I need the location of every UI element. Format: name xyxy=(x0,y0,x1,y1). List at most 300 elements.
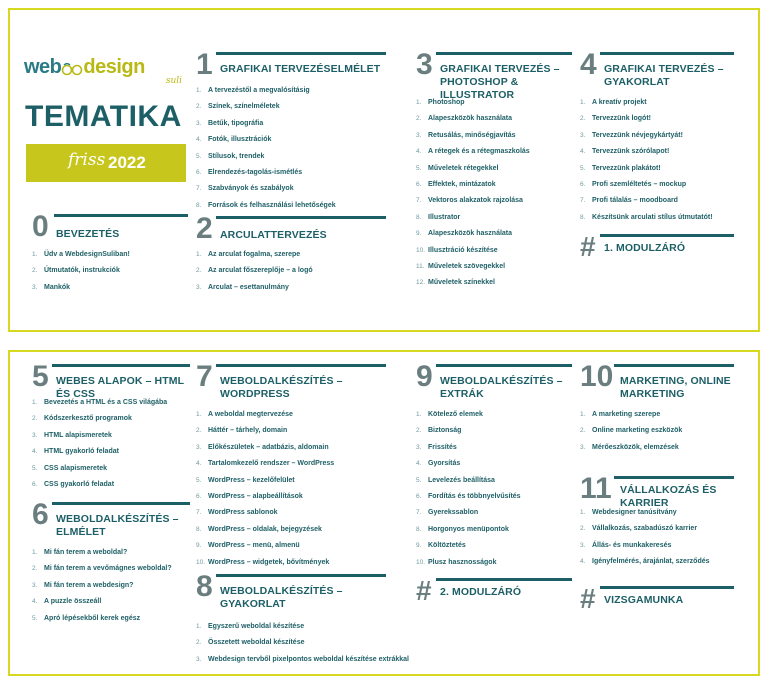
list-item-number: 3. xyxy=(196,655,202,663)
list-item-number: 10. xyxy=(416,246,426,254)
list-item-label: Műveletek szövegekkel xyxy=(428,262,506,270)
list-item xyxy=(32,398,167,414)
list-item-label: Fotók, illusztrációk xyxy=(208,136,272,144)
list-item-number: 2. xyxy=(416,427,422,435)
list-item-number: 4. xyxy=(580,148,586,156)
list-item xyxy=(416,180,530,196)
list-item-number: 9. xyxy=(416,542,422,550)
list-item-label: A marketing szerepe xyxy=(592,411,661,418)
list-item xyxy=(196,622,409,638)
list-item xyxy=(580,426,682,442)
list-item-number: 1. xyxy=(196,411,202,418)
list-item-label: Effektek, mintázatok xyxy=(428,180,496,188)
section-divider xyxy=(436,364,572,367)
list-item xyxy=(416,196,530,212)
section-divider xyxy=(216,52,386,55)
list-item xyxy=(580,180,713,196)
section-divider xyxy=(436,52,572,55)
list-item-label: Elrendezés-tagolás-ismétlés xyxy=(208,168,303,176)
list-item-number: 4. xyxy=(580,558,586,566)
list-item xyxy=(32,614,172,630)
section-items xyxy=(580,410,682,459)
section-title: VÁLLALKOZÁS ÉS KARRIER xyxy=(620,484,717,509)
list-item-label: Gyorsítás xyxy=(428,460,461,468)
list-item xyxy=(580,196,713,212)
section-items xyxy=(196,622,409,671)
list-item xyxy=(196,168,336,184)
section-divider xyxy=(216,364,386,367)
section-divider xyxy=(614,476,734,479)
section-divider xyxy=(600,586,734,589)
list-item-number: 5. xyxy=(416,164,422,172)
list-item-label: Arculat – esettanulmány xyxy=(208,283,289,291)
page-title: TEMATIKA xyxy=(25,100,182,133)
list-item xyxy=(196,102,336,118)
section-1 xyxy=(196,48,386,209)
list-item-label: A weboldal megtervezése xyxy=(208,411,293,418)
section-items xyxy=(196,410,334,574)
list-item xyxy=(196,283,313,299)
list-item xyxy=(416,229,530,245)
list-item-number: 2. xyxy=(32,267,38,275)
section-number: 8 xyxy=(196,570,213,603)
list-item-label: Állás- és munkakeresés xyxy=(592,541,672,549)
list-item-label: Szabványok és szabályok xyxy=(208,185,294,193)
section-exam xyxy=(580,583,734,622)
list-item-label: Készítsünk arculati stílus útmutatót! xyxy=(592,213,713,221)
list-item-number: 4. xyxy=(32,448,38,456)
list-item-number: 6. xyxy=(416,180,422,188)
list-item-label: Színek, színelméletek xyxy=(208,103,280,111)
list-item-number: 3. xyxy=(32,283,38,291)
list-item-number: 2. xyxy=(32,415,38,423)
list-item-label: A kreatív projekt xyxy=(592,99,647,106)
list-item-number: 5. xyxy=(416,476,422,484)
list-item xyxy=(580,164,713,180)
section-divider xyxy=(216,574,386,577)
list-item xyxy=(580,541,710,557)
list-item xyxy=(32,564,172,580)
module-close-2 xyxy=(416,575,572,614)
section-divider xyxy=(614,364,734,367)
list-item-label: Frissítés xyxy=(428,443,457,451)
section-7 xyxy=(196,360,386,566)
list-item xyxy=(196,459,334,475)
list-item-number: 8. xyxy=(416,213,422,221)
hash-icon: # xyxy=(580,583,596,614)
list-item xyxy=(416,147,530,163)
list-item-label: Műveletek színekkel xyxy=(428,279,495,287)
list-item-number: 9. xyxy=(416,230,422,238)
friss-word: friss xyxy=(68,150,106,170)
section-number: 10 xyxy=(580,360,614,393)
list-item xyxy=(416,410,521,426)
section-9 xyxy=(416,360,572,566)
list-item-number: 7. xyxy=(416,509,422,517)
list-item-label: Plusz hasznosságok xyxy=(428,558,497,566)
list-item-label: Stílusok, trendek xyxy=(208,152,265,160)
list-item xyxy=(416,541,521,557)
list-item-number: 11. xyxy=(416,262,425,270)
section-items xyxy=(32,250,130,299)
list-item xyxy=(416,508,521,524)
list-item-label: Források és felhasználási lehetőségek xyxy=(208,201,336,209)
list-item xyxy=(580,147,713,163)
section-items xyxy=(580,98,713,229)
list-item xyxy=(196,250,313,266)
list-item xyxy=(416,492,521,508)
hash-icon: # xyxy=(580,231,596,262)
section-number: 1 xyxy=(196,48,213,81)
list-item-label: Levelezés beállítása xyxy=(428,476,495,484)
list-item-number: 2. xyxy=(196,639,202,647)
section-number: 0 xyxy=(32,210,49,243)
section-divider xyxy=(436,578,572,581)
list-item xyxy=(32,431,167,447)
section-number: 9 xyxy=(416,360,433,393)
list-item-label: Gyerekssablon xyxy=(428,509,479,517)
list-item-number: 5. xyxy=(32,614,38,622)
section-3 xyxy=(416,48,572,287)
list-item-number: 3. xyxy=(580,131,586,139)
list-item xyxy=(32,548,172,564)
list-item-number: 1. xyxy=(416,99,422,106)
list-item-label: HTML gyakorló feladat xyxy=(44,448,119,456)
section-number: 3 xyxy=(416,48,433,81)
list-item xyxy=(196,152,336,168)
list-item-label: Mi fán terem a weboldal? xyxy=(44,549,128,556)
friss-year: 2022 xyxy=(108,153,146,172)
list-item-label: Tervezzünk névjegykártyát! xyxy=(592,131,683,139)
section-4 xyxy=(580,48,734,221)
list-item xyxy=(196,476,334,492)
list-item xyxy=(416,213,530,229)
section-number: 5 xyxy=(32,360,49,393)
list-item xyxy=(580,524,710,540)
list-item-number: 4. xyxy=(32,598,38,606)
list-item-number: 2. xyxy=(580,427,586,435)
section-items xyxy=(196,86,336,217)
list-item xyxy=(580,98,713,114)
list-item-number: 1. xyxy=(416,411,422,418)
list-item-label: Illusztráció készítése xyxy=(428,246,498,254)
list-item-label: Mérőeszközök, elemzések xyxy=(592,443,679,451)
list-item-label: Profi szemléltetés – mockup xyxy=(592,180,687,188)
section-items xyxy=(32,548,172,630)
list-item-label: Biztonság xyxy=(428,427,462,435)
list-item-number: 1. xyxy=(580,99,586,106)
list-item-number: 8. xyxy=(196,525,202,533)
list-item-number: 3. xyxy=(580,541,586,549)
list-item-number: 4. xyxy=(416,460,422,468)
list-item-number: 6. xyxy=(196,168,202,176)
list-item-label: WordPress – menü, almenü xyxy=(208,542,300,550)
webdesignsuli-logo xyxy=(24,56,184,86)
list-item-number: 8. xyxy=(580,213,586,221)
list-item-label: Photoshop xyxy=(428,99,465,106)
list-item xyxy=(416,558,521,574)
list-item xyxy=(416,443,521,459)
list-item-label: CSS gyakorló feladat xyxy=(44,480,115,488)
section-title: 2. MODULZÁRÓ xyxy=(440,586,522,598)
section-number: 7 xyxy=(196,360,213,393)
list-item-number: 1. xyxy=(32,549,38,556)
section-divider xyxy=(54,214,188,217)
list-item-number: 7. xyxy=(196,509,202,517)
list-item-number: 7. xyxy=(416,197,422,205)
list-item xyxy=(196,184,336,200)
list-item-label: A tervezéstől a megvalósításig xyxy=(208,87,310,94)
section-2 xyxy=(196,212,386,291)
list-item-label: Tervezzünk szórólapot! xyxy=(592,148,670,156)
list-item xyxy=(32,283,130,299)
list-item-label: Üdv a WebdesignSuliban! xyxy=(44,251,130,258)
section-title: WEBOLDALKÉSZÍTÉS – ELMÉLET xyxy=(56,513,179,538)
section-items xyxy=(196,250,313,299)
list-item xyxy=(580,443,682,459)
list-item-number: 7. xyxy=(196,185,202,193)
list-item-number: 1. xyxy=(196,251,202,258)
list-item-label: WordPress – alapbeállítások xyxy=(208,492,303,500)
list-item-label: Mi fán terem a vevőmágnes weboldal? xyxy=(44,565,172,573)
section-0 xyxy=(32,210,188,291)
list-item-number: 1. xyxy=(580,411,586,418)
list-item-number: 8. xyxy=(416,525,422,533)
list-item-number: 6. xyxy=(196,492,202,500)
list-item-label: Webdesigner tanúsítvány xyxy=(592,509,677,516)
list-item-number: 3. xyxy=(196,443,202,451)
section-title: WEBES ALAPOK – HTML ÉS CSS xyxy=(56,375,184,400)
list-item xyxy=(416,426,521,442)
list-item xyxy=(196,525,334,541)
module-close-1 xyxy=(580,231,734,270)
list-item xyxy=(196,86,336,102)
section-divider xyxy=(600,52,734,55)
logo-glasses-icon xyxy=(61,62,83,76)
list-item-number: 10. xyxy=(416,558,426,566)
list-item-label: WordPress – oldalak, bejegyzések xyxy=(208,525,322,533)
list-item xyxy=(196,119,336,135)
list-item-number: 4. xyxy=(196,136,202,144)
list-item-label: Online marketing eszközök xyxy=(592,427,683,435)
list-item-label: Vállalkozás, szabadúszó karrier xyxy=(592,525,698,533)
section-number: 11 xyxy=(580,472,612,505)
section-items xyxy=(32,398,167,496)
section-items xyxy=(416,98,530,295)
list-item-label: Alapeszközök használata xyxy=(428,230,513,238)
list-item xyxy=(196,135,336,151)
list-item-number: 1. xyxy=(196,87,202,94)
list-item xyxy=(416,98,530,114)
list-item-number: 5. xyxy=(580,164,586,172)
list-item-label: Apró lépésekből kerek egész xyxy=(44,614,141,622)
section-divider xyxy=(52,364,190,367)
list-item-label: Horgonyos menüpontok xyxy=(428,525,509,533)
list-item-label: Fordítás és többnyelvűsítés xyxy=(428,492,521,500)
list-item xyxy=(580,213,713,229)
list-item xyxy=(196,266,313,282)
list-item-label: Útmutatók, instrukciók xyxy=(44,267,120,275)
list-item-label: Vektoros alakzatok rajzolása xyxy=(428,197,523,205)
list-item-number: 2. xyxy=(32,565,38,573)
list-item-label: Kötelező elemek xyxy=(428,411,483,418)
list-item-label: CSS alapismeretek xyxy=(44,464,108,472)
list-item-label: Az arculat fogalma, szerepe xyxy=(208,251,301,258)
list-item xyxy=(416,476,521,492)
list-item-label: Tervezzünk logót! xyxy=(592,115,651,123)
list-item-label: Egyszerű weboldal készítése xyxy=(208,623,305,630)
list-item-label: Költöztetés xyxy=(428,542,466,550)
list-item-label: Kódszerkesztő programok xyxy=(44,415,132,423)
list-item xyxy=(416,459,521,475)
list-item-label: Háttér – tárhely, domain xyxy=(208,427,288,435)
list-item xyxy=(196,410,334,426)
list-item-label: A puzzle összeáll xyxy=(44,598,102,606)
list-item xyxy=(580,508,710,524)
list-item-number: 4. xyxy=(196,460,202,468)
list-item-label: HTML alapismeretek xyxy=(44,431,112,439)
section-title: 1. MODULZÁRÓ xyxy=(604,242,686,254)
section-title: VIZSGAMUNKA xyxy=(604,594,684,606)
list-item-label: WordPress sablonok xyxy=(208,509,278,517)
list-item xyxy=(416,164,530,180)
list-item-number: 1. xyxy=(32,399,38,406)
list-item xyxy=(32,447,167,463)
list-item-label: Tervezzünk plakátot! xyxy=(592,164,661,172)
list-item-number: 3. xyxy=(416,443,422,451)
list-item-label: Tartalomkezelő rendszer – WordPress xyxy=(208,460,335,468)
section-number: 6 xyxy=(32,498,49,531)
list-item-label: Alapeszközök használata xyxy=(428,115,513,123)
list-item-number: 1. xyxy=(32,251,38,258)
list-item-label: Összetett weboldal készítése xyxy=(208,639,305,647)
section-title: MARKETING, ONLINE MARKETING xyxy=(620,375,731,400)
list-item-number: 10. xyxy=(196,558,206,566)
section-11 xyxy=(580,472,734,566)
section-10 xyxy=(580,360,734,451)
list-item xyxy=(196,541,334,557)
list-item-label: Profi tálalás – moodboard xyxy=(592,197,678,205)
list-item xyxy=(416,525,521,541)
list-item-number: 3. xyxy=(32,581,38,589)
list-item-number: 3. xyxy=(580,443,586,451)
list-item-number: 3. xyxy=(416,131,422,139)
list-item xyxy=(196,655,409,671)
logo-text-web: web xyxy=(24,56,62,78)
list-item-number: 12. xyxy=(416,279,426,287)
list-item-number: 5. xyxy=(196,476,202,484)
section-5 xyxy=(32,360,190,488)
list-item-number: 6. xyxy=(32,480,38,488)
section-title: WEBOLDALKÉSZÍTÉS – GYAKORLAT xyxy=(220,585,343,610)
list-item-label: Igényfelmérés, árajánlat, szerződés xyxy=(592,558,710,566)
list-item xyxy=(196,492,334,508)
list-item xyxy=(32,581,172,597)
list-item-label: Mi fán terem a webdesign? xyxy=(44,581,134,589)
section-number: 2 xyxy=(196,212,213,245)
list-item xyxy=(196,201,336,217)
logo-text-design: design xyxy=(83,56,145,78)
section-number: 4 xyxy=(580,48,597,81)
section-divider xyxy=(216,216,386,219)
list-item xyxy=(196,508,334,524)
list-item-number: 3. xyxy=(196,283,202,291)
section-title: ARCULATTERVEZÉS xyxy=(220,229,327,241)
list-item-number: 2. xyxy=(196,427,202,435)
list-item-label: Retusálás, minőségjavítás xyxy=(428,131,516,139)
list-item-number: 1. xyxy=(196,623,202,630)
section-divider xyxy=(52,502,190,505)
list-item-label: WordPress – widgetek, bővítmények xyxy=(208,558,330,566)
list-item-label: WordPress – kezelőfelület xyxy=(208,476,295,484)
section-8 xyxy=(196,570,409,663)
list-item-number: 5. xyxy=(32,464,38,472)
list-item-number: 3. xyxy=(196,119,202,127)
list-item-label: Előkészületek – adatbázis, aldomain xyxy=(208,443,329,451)
list-item xyxy=(580,557,710,573)
list-item-label: Bevezetés a HTML és a CSS világába xyxy=(44,399,168,406)
list-item xyxy=(580,114,713,130)
section-divider xyxy=(600,234,734,237)
list-item xyxy=(580,131,713,147)
section-title: WEBOLDALKÉSZÍTÉS – WORDPRESS xyxy=(220,375,343,400)
logo-text-suli: suli xyxy=(165,76,182,86)
list-item xyxy=(416,246,530,262)
list-item-number: 4. xyxy=(416,148,422,156)
list-item-label: Mankók xyxy=(44,283,71,291)
list-item xyxy=(196,638,409,654)
list-item-number: 2. xyxy=(196,267,202,275)
list-item-label: Webdesign tervből pixelpontos weboldal készítése extrákkal xyxy=(208,655,409,663)
list-item xyxy=(32,414,167,430)
list-item xyxy=(416,131,530,147)
list-item-label: Műveletek rétegekkel xyxy=(428,164,499,172)
friss-2022-band xyxy=(26,144,186,182)
list-item-number: 7. xyxy=(580,197,586,205)
section-items xyxy=(416,410,521,574)
list-item xyxy=(416,262,530,278)
list-item-number: 8. xyxy=(196,201,202,209)
list-item xyxy=(580,410,682,426)
list-item-number: 3. xyxy=(32,431,38,439)
list-item-label: Betűk, tipográfia xyxy=(208,119,264,127)
list-item-label: A rétegek és a rétegmaszkolás xyxy=(428,148,530,156)
list-item-number: 1. xyxy=(580,509,586,516)
list-item-number: 2. xyxy=(580,115,586,123)
section-6 xyxy=(32,498,190,622)
section-title: WEBOLDALKÉSZÍTÉS – EXTRÁK xyxy=(440,375,563,400)
list-item xyxy=(196,443,334,459)
list-item xyxy=(32,266,130,282)
list-item xyxy=(416,278,530,294)
list-item-number: 5. xyxy=(196,152,202,160)
list-item xyxy=(196,558,334,574)
list-item-number: 2. xyxy=(416,115,422,123)
list-item-number: 2. xyxy=(580,525,586,533)
list-item-number: 6. xyxy=(580,180,586,188)
section-title: GRAFIKAI TERVEZÉSELMÉLET xyxy=(220,63,381,75)
list-item xyxy=(32,250,130,266)
list-item xyxy=(32,597,172,613)
list-item xyxy=(32,464,167,480)
list-item-label: Illustrator xyxy=(428,213,461,221)
list-item-number: 2. xyxy=(196,103,202,111)
section-title: GRAFIKAI TERVEZÉS – PHOTOSHOP & ILLUSTRATOR xyxy=(440,63,560,101)
list-item xyxy=(32,480,167,496)
section-items xyxy=(580,508,710,574)
section-title: BEVEZETÉS xyxy=(56,228,120,240)
section-title: GRAFIKAI TERVEZÉS – GYAKORLAT xyxy=(604,63,724,88)
